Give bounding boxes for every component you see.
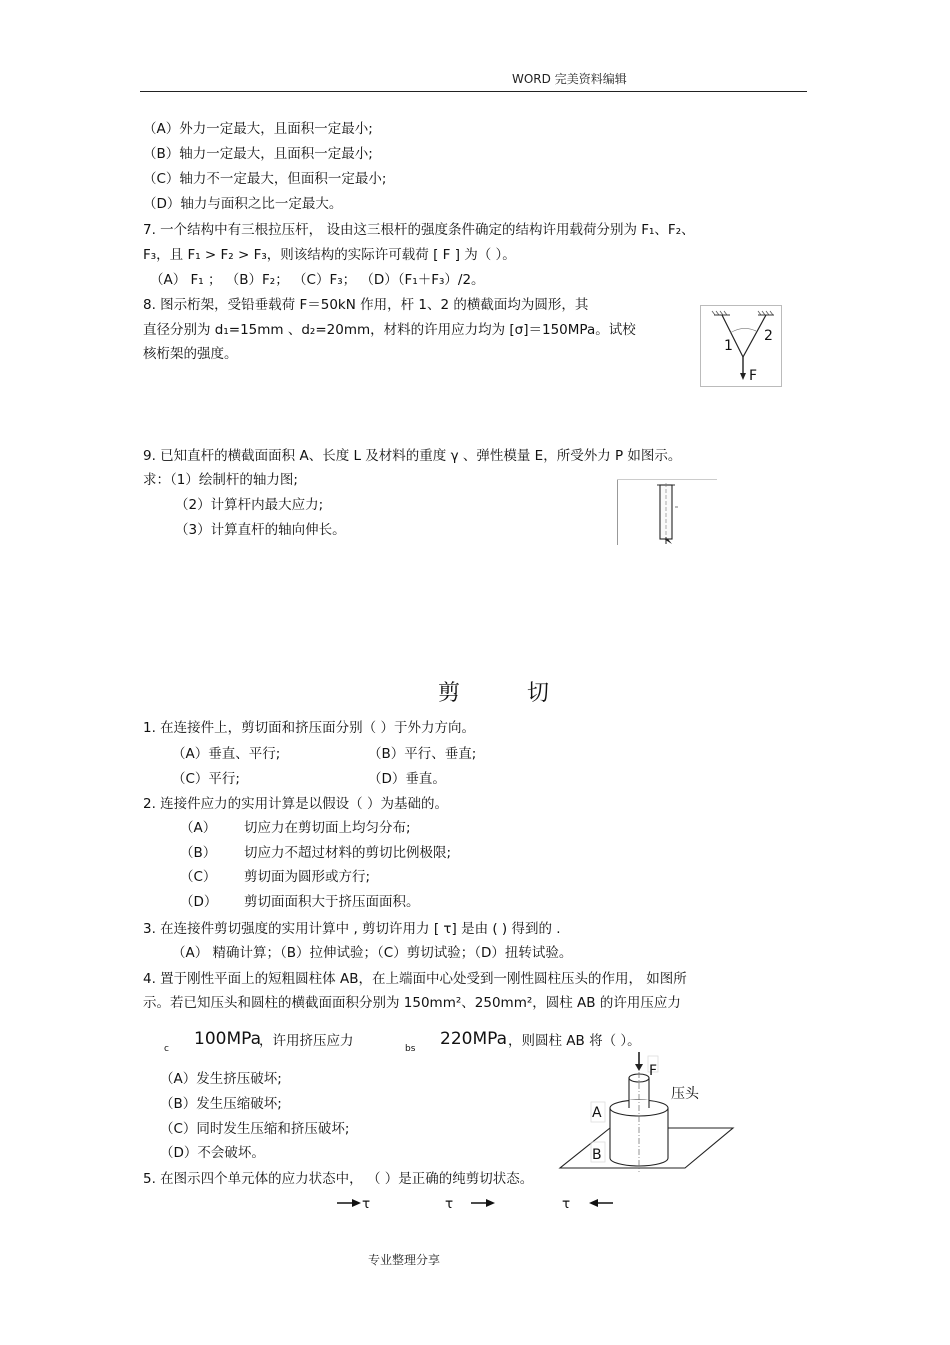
q9-line3: （2）计算杆内最大应力; <box>175 497 324 513</box>
shear-q1-a: （A）垂直、平行; <box>172 746 281 762</box>
shear-q2-d-key: （D） <box>180 894 218 910</box>
shear-q4-sub-c: c <box>164 1044 169 1054</box>
option-c: （C）轴力不一定最大，但面积一定最小; <box>143 171 387 187</box>
q7-line1: 7. 一个结构中有三根拉压杆， 设由这三根杆的强度条件确定的结构许用载荷分别为 F₁、F₂、 <box>143 222 695 238</box>
q8-line2: 直径分别为 d₁=15mm 、d₂=20mm，材料的许用应力均为 [σ]＝150MPa。试校 <box>143 322 636 338</box>
shear-q4-a: （A）发生挤压破坏; <box>160 1071 282 1087</box>
cylinder-label-a: A <box>592 1105 602 1121</box>
cylinder-label-head: 压头 <box>671 1086 699 1102</box>
page-footer: 专业整理分享 <box>368 1253 441 1267</box>
shear-q3-options: （A） 精确计算；（B）拉伸试验；（C）剪切试验；（D）扭转试验。 <box>172 945 573 961</box>
shear-q3: 3. 在连接件剪切强度的实用计算中 , 剪切许用力 [ τ] 是由 ( ) 得到的 . <box>143 921 561 937</box>
q8-line1: 8. 图示桁架，受铅垂载荷 F＝50kN 作用，杆 1、2 的横截面均为圆形，其 <box>143 297 589 313</box>
shear-q2-d: 剪切面面积大于挤压面面积。 <box>244 894 420 910</box>
tau-label-1: τ <box>362 1196 371 1212</box>
header-rule <box>140 91 807 92</box>
q8-line3: 核桁架的强度。 <box>143 346 238 362</box>
shear-q1-d: （D）垂直。 <box>368 771 446 787</box>
shear-q4-c: （C）同时发生压缩和挤压破坏; <box>160 1121 350 1137</box>
shear-q2-c: 剪切面为圆形或方行; <box>244 869 371 885</box>
shear-q4-line2: 示。若已知压头和圆柱的横截面面积分别为 150mm²、250mm²，圆柱 AB 的许用压应力 <box>143 995 681 1011</box>
shear-q4-mid: ，许用挤压应力 <box>259 1033 354 1049</box>
section-title: 剪 切 <box>438 681 579 706</box>
shear-q1: 1. 在连接件上，剪切面和挤压面分别（ ）于外力方向。 <box>143 720 475 736</box>
page-header: WORD 完美资料编辑 <box>512 72 627 86</box>
right-arrow-icon <box>336 1196 362 1210</box>
shear-q4-sub-bs: bs <box>405 1044 416 1054</box>
shear-q2-b-key: （B） <box>180 845 217 861</box>
option-d: （D）轴力与面积之比一定最大。 <box>143 196 343 212</box>
q9-line1: 9. 已知直杆的横截面面积 A、长度 L 及材料的重度 γ 、弹性模量 E，所受外力 P 如图示。 <box>143 448 682 464</box>
left-arrow-icon <box>588 1196 614 1210</box>
q7-line2: F₃，且 F₁ > F₂ > F₃，则该结构的实际许可载荷 [ F ] 为（ ）。 <box>143 247 516 263</box>
shear-q1-b: （B）平行、垂直; <box>368 746 477 762</box>
truss-figure <box>700 305 782 387</box>
shear-q4-d: （D）不会破坏。 <box>160 1145 265 1161</box>
shear-q2-a-key: （A） <box>180 820 217 836</box>
shear-q4-line1: 4. 置于刚性平面上的短粗圆柱体 AB，在上端面中心处受到一刚性圆柱压头的作用， 如图所 <box>143 971 687 987</box>
shear-q4-b: （B）发生压缩破坏; <box>160 1096 282 1112</box>
shear-q2-a: 切应力在剪切面上均匀分布; <box>244 820 411 836</box>
shear-q2-c-key: （C） <box>180 869 217 885</box>
shear-q1-c: （C）平行; <box>172 771 240 787</box>
truss-label-1: 1 <box>724 338 733 354</box>
option-a: （A）外力一定最大，且面积一定最小; <box>143 121 373 137</box>
q7-options: （A） F₁ ； （B）F₂； （C）F₃； （D）（F₁＋F₃）/2。 <box>150 272 485 288</box>
cylinder-label-f: F <box>649 1063 658 1079</box>
tau-label-3: τ <box>562 1196 571 1212</box>
shear-q2: 2. 连接件应力的实用计算是以假设（ ）为基础的。 <box>143 796 448 812</box>
right-arrow-icon <box>470 1196 496 1210</box>
shear-q2-b: 切应力不超过材料的剪切比例极限; <box>244 845 452 861</box>
cylinder-figure <box>555 1050 735 1175</box>
option-b: （B）轴力一定最大，且面积一定最小; <box>143 146 373 162</box>
truss-label-f: F <box>749 368 758 384</box>
q9-line2: 求：（1）绘制杆的轴力图; <box>143 472 298 488</box>
q9-line4: （3）计算直杆的轴向伸长。 <box>175 522 346 538</box>
shear-q4-val2: 220MPa <box>440 1029 508 1049</box>
truss-label-2: 2 <box>764 328 773 344</box>
shear-q4-tail: ，则圆柱 AB 将（ ）。 <box>508 1033 641 1049</box>
bar-figure <box>617 479 717 545</box>
shear-q4-val1: 100MPa <box>194 1029 262 1049</box>
shear-q5: 5. 在图示四个单元体的应力状态中， （ ）是正确的纯剪切状态。 <box>143 1171 534 1187</box>
cylinder-label-b: B <box>592 1147 602 1163</box>
tau-label-2: τ <box>445 1196 454 1212</box>
